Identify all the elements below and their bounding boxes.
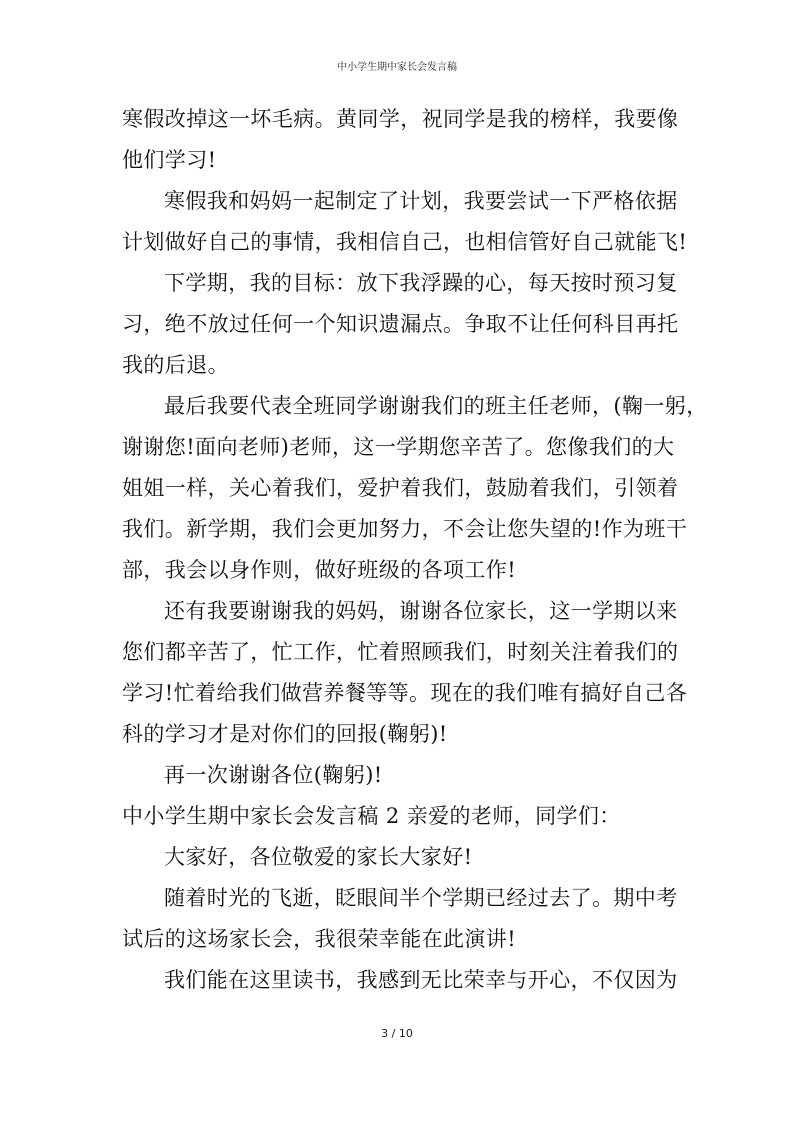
text-line: 计划做好自己的事情，我相信自己，也相信管好自己就能飞!: [122, 230, 688, 254]
text-line: 科的学习才是对你们的回报(鞠躬)!: [122, 722, 448, 746]
page-header: 中小学生期中家长会发言稿: [337, 62, 457, 73]
paragraph-start: 再一次谢谢各位(鞠躬)!: [164, 763, 383, 787]
document-body: [122, 99, 708, 1001]
text-line: 您们都辛苦了，忙工作，忙着照顾我们，时刻关注着我们的: [122, 640, 679, 664]
paragraph-start: 大家好，各位敬爱的家长大家好!: [164, 845, 473, 869]
text-line: 我们。新学期，我们会更加努力，不会让您失望的!作为班干: [122, 517, 688, 541]
text-line: 习，绝不放过任何一个知识遗漏点。争取不让任何科目再托: [122, 312, 679, 336]
paragraph-start: 还有我要谢谢我的妈妈，谢谢各位家长，这一学期以来: [164, 599, 678, 623]
section-heading-line: 中小学生期中家长会发言稿 2 亲爱的老师，同学们：: [122, 804, 621, 828]
paragraph-start: 寒假我和妈妈一起制定了计划，我要尝试一下严格依据: [164, 189, 678, 213]
text-line: 试后的这场家长会，我很荣幸能在此演讲!: [122, 927, 517, 951]
text-line: 学习!忙着给我们做营养餐等等。现在的我们唯有搞好自己各: [122, 681, 688, 705]
page-number: 3 / 10: [381, 1027, 413, 1040]
paragraph-start: 最后我要代表全班同学谢谢我们的班主任老师，(鞠一躬，: [164, 394, 708, 418]
text-line: 寒假改掉这一坏毛病。黄同学，祝同学是我的榜样，我要像: [122, 107, 679, 131]
paragraph-start: 下学期，我的目标：放下我浮躁的心，每天按时预习复: [164, 271, 678, 295]
text-line: 部，我会以身作则，做好班级的各项工作!: [122, 558, 517, 582]
text-line: 我的后退。: [122, 353, 229, 377]
text-line: 姐姐一样，关心着我们，爱护着我们，鼓励着我们，引领着: [122, 476, 679, 500]
paragraph-start: 随着时光的飞逝，眨眼间半个学期已经过去了。期中考: [164, 886, 678, 910]
paragraph-start: 我们能在这里读书，我感到无比荣幸与开心，不仅因为: [164, 968, 678, 992]
text-line: 他们学习!: [122, 148, 217, 172]
text-line: 谢谢您!面向老师)老师，这一学期您辛苦了。您像我们的大: [122, 435, 675, 459]
